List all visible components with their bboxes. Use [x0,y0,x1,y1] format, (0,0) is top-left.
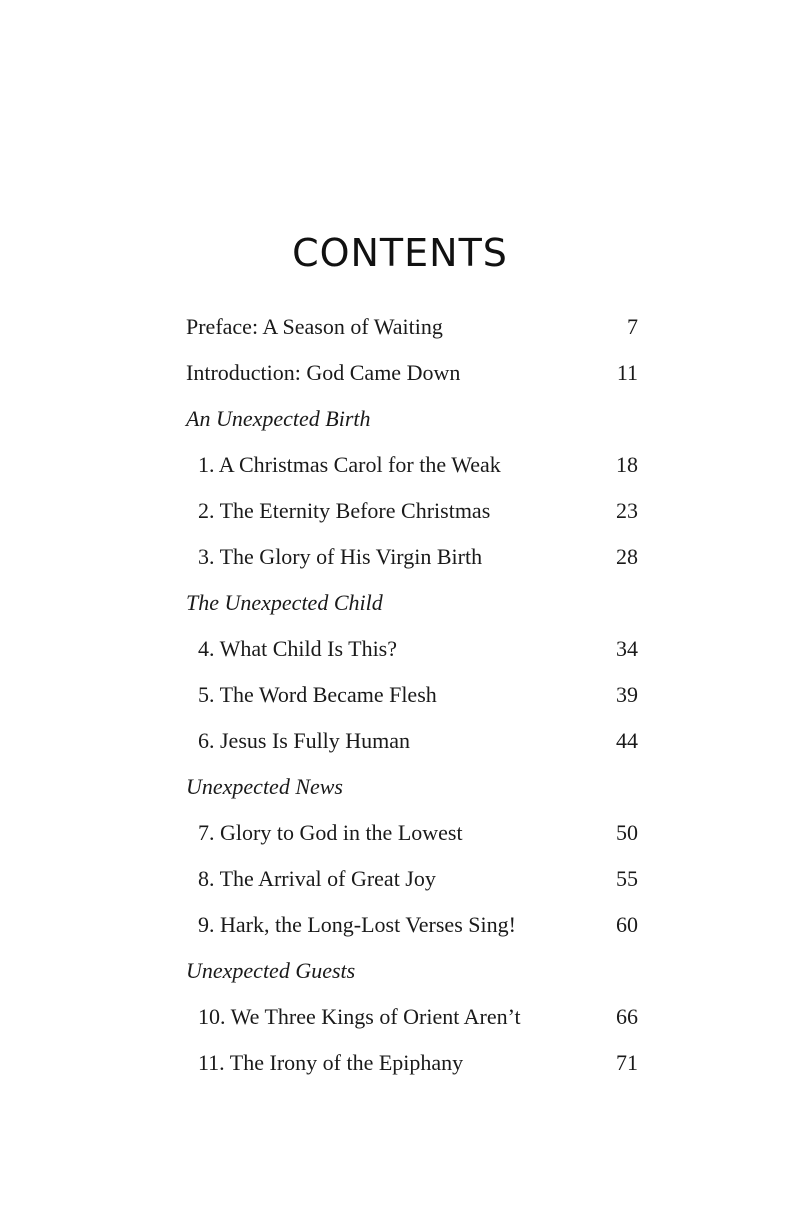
toc-page-number: 11 [616,360,638,385]
toc-section-heading [186,580,638,626]
toc-page-number: 23 [616,498,638,523]
toc-entry [186,350,638,396]
toc-entry [186,718,638,764]
toc-entry [186,626,638,672]
toc-entry [186,1040,638,1086]
toc-section-label: The Unexpected Child [186,590,383,615]
toc-section-heading [186,948,638,994]
toc-page-number: 50 [616,820,638,845]
toc-entry-label: 5. The Word Became Flesh [198,682,437,707]
toc-entry-label: 9. Hark, the Long-Lost Verses Sing! [198,912,516,937]
toc-entry [186,672,638,718]
toc-entry-label: 6. Jesus Is Fully Human [198,728,411,753]
toc-entry [186,856,638,902]
toc-section-label: Unexpected Guests [186,958,356,983]
toc-section-heading [186,396,638,442]
toc-entry [186,304,638,350]
toc-entry [186,442,638,488]
toc-page-number: 60 [616,912,638,937]
toc-entry-label: 2. The Eternity Before Christmas [198,498,491,523]
page-title: CONTENTS [292,231,508,276]
toc-page-number: 44 [616,728,638,753]
toc-entry-label: 11. The Irony of the Epiphany [198,1050,464,1075]
toc-entry [186,534,638,580]
toc-entry-label: 10. We Three Kings of Orient Aren’t [198,1004,521,1029]
toc-entry-label: 3. The Glory of His Virgin Birth [198,544,483,569]
toc-section-heading [186,764,638,810]
toc-page-number: 55 [616,866,638,891]
toc-page-number: 66 [616,1004,638,1029]
toc-entry-label: 8. The Arrival of Great Joy [198,866,436,891]
toc-section-label: Unexpected News [186,774,343,799]
table-of-contents [186,304,638,1086]
toc-entry-label: Preface: A Season of Waiting [186,314,443,339]
toc-page-number: 39 [616,682,638,707]
toc-entry-label: 7. Glory to God in the Lowest [198,820,463,845]
toc-entry [186,994,638,1040]
toc-entry [186,902,638,948]
toc-page-number: 7 [627,314,638,339]
toc-entry-label: 1. A Christmas Carol for the Weak [198,452,501,477]
toc-page-number: 18 [616,452,638,477]
toc-page-number: 28 [616,544,638,569]
toc-page-number: 71 [616,1050,638,1075]
toc-entry [186,488,638,534]
toc-section-label: An Unexpected Birth [186,406,371,431]
toc-page-number: 34 [616,636,638,661]
toc-entry [186,810,638,856]
toc-entry-label: Introduction: God Came Down [186,360,461,385]
toc-entry-label: 4. What Child Is This? [198,636,398,661]
